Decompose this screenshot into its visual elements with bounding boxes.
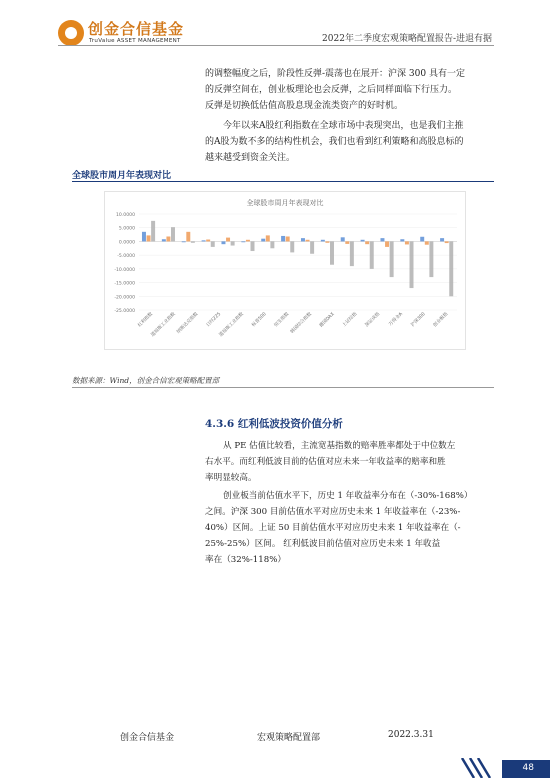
- text-line: 率明显较高。: [205, 473, 257, 483]
- x-tick-label: 万得全A: [388, 311, 404, 328]
- y-tick-label: 5.0000: [118, 226, 135, 232]
- chart-bar: [246, 240, 250, 242]
- figure-title: 全球股市周月年表现对比: [72, 171, 172, 181]
- chart-bar: [449, 241, 453, 296]
- x-tick-label: 恒生指数: [273, 311, 291, 329]
- text-line: 的反弹空间在，创业板理论也会反弹，之后同样面临下行压力。: [205, 85, 458, 95]
- chart-bar: [306, 240, 310, 242]
- x-tick-label: 道琼斯工业指数: [218, 311, 245, 339]
- x-tick-label: 红利指数: [137, 311, 155, 329]
- decorative-slashes-icon: [440, 758, 510, 778]
- chart-bar: [286, 236, 290, 241]
- chart-bar: [325, 241, 329, 242]
- chart-bar: [281, 236, 285, 241]
- y-tick-label: 10.0000: [116, 213, 135, 218]
- y-tick-label: -10.0000: [114, 267, 135, 273]
- chart-bar: [330, 241, 334, 264]
- text-line: 反弹是切换低估值高股息现金流类资产的好时机。: [205, 101, 404, 111]
- x-tick-label: 德国DAX: [318, 311, 336, 329]
- intro-paragraph-1: [205, 66, 495, 114]
- chart-bar: [370, 241, 374, 268]
- text-line: 创业板当前估值水平下，历史 1 年收益率分布在（-30%-168%）: [223, 491, 473, 501]
- chart-bar: [385, 241, 389, 246]
- text-line: 的调整幅度之后，阶段性反弹-震荡也在展开：沪深 300 具有一定: [205, 69, 465, 79]
- chart-bar: [429, 241, 433, 277]
- footer-company: 创金合信基金: [120, 733, 175, 743]
- text-line: 右水平。而红利低波目前的估值对应未来一年收益率的赔率和胜: [205, 457, 446, 467]
- chart-bar: [405, 241, 409, 244]
- section-paragraph-2: [205, 488, 495, 568]
- logo-mark-icon: [58, 20, 84, 46]
- footer-date: 2022.3.31: [388, 730, 434, 740]
- chart-container: [104, 191, 466, 350]
- chart-bar: [241, 241, 245, 242]
- chart-bar: [400, 239, 404, 241]
- chart-bar: [301, 238, 305, 241]
- figure-title-underline: [72, 181, 494, 182]
- x-tick-label: 韩国综合指数: [290, 311, 314, 335]
- y-tick-label: -5.0000: [117, 254, 135, 260]
- chart-bar: [251, 241, 255, 251]
- chart-title: 全球股市周月年表现对比: [246, 199, 324, 207]
- chart-bar: [151, 221, 155, 242]
- chart-bar: [270, 241, 274, 248]
- header-divider: [58, 45, 494, 46]
- text-line: 从 PE 估值比较看，主流宽基指数的赔率胜率都处于中位数左: [223, 441, 456, 451]
- chart-bar: [420, 237, 424, 242]
- section-heading: 4.3.6 红利低波投资价值分析: [205, 418, 343, 430]
- footer-department: 宏观策略配置部: [257, 733, 321, 743]
- chart-bar: [231, 241, 235, 245]
- chart-bar: [310, 241, 314, 253]
- x-tick-label: 日经225: [205, 311, 223, 329]
- chart-bar: [142, 232, 146, 242]
- chart-bar: [206, 240, 210, 242]
- y-tick-label: -20.0000: [114, 295, 135, 301]
- y-tick-label: -25.0000: [114, 309, 135, 314]
- chart-bar: [410, 241, 414, 288]
- figure-source: 数据来源：Wind，创金合信宏观策略配置部: [72, 376, 220, 385]
- report-title: 2022年二季度宏观策略配置报告-进退有据: [322, 34, 492, 44]
- chart-bar: [350, 241, 354, 266]
- chart-bar: [365, 241, 369, 244]
- chart-bar: [445, 241, 449, 243]
- source-divider: [72, 387, 494, 388]
- text-line: 今年以来A股红利指数在全球市场中表现突出，也是我们主推: [223, 121, 464, 131]
- chart-bar: [261, 239, 265, 242]
- section-paragraph-1: [205, 438, 495, 486]
- text-line: 率在（32%-118%）: [205, 555, 286, 565]
- chart-bar: [162, 239, 166, 241]
- text-line: 40%）区间。上证 50 目前估值水平对应历史未来 1 年收益率在（-: [205, 523, 461, 533]
- chart-bar: [290, 241, 294, 252]
- chart-bar: [361, 240, 365, 242]
- x-tick-label: 道琼斯工业指数: [150, 311, 177, 339]
- chart-bar: [345, 241, 349, 243]
- y-tick-label: -15.0000: [114, 281, 135, 287]
- logo-text-cn: 创金合信基金: [88, 20, 185, 38]
- chart-bar: [425, 241, 429, 244]
- chart-bar: [211, 241, 215, 246]
- chart-bar: [380, 238, 384, 241]
- text-line: 25%-25%）区间。 红利低波目前估值对应历史未来 1 年收益: [205, 539, 441, 549]
- x-tick-label: 标普500: [251, 311, 268, 329]
- text-line: 越来越受到资金关注。: [205, 153, 296, 163]
- chart-bar: [186, 232, 190, 242]
- chart-bar: [191, 241, 195, 242]
- intro-paragraph-2: [205, 118, 495, 166]
- chart-bar: [266, 235, 270, 241]
- chart-bar: [202, 240, 206, 241]
- chart-bar: [166, 236, 170, 241]
- chart-bar: [221, 241, 225, 244]
- text-line: 的A股为数不多的结构性机会，我们也看到红利策略和高股息标的: [205, 137, 464, 147]
- x-tick-label: 深证成指: [364, 311, 382, 329]
- chart-bar: [440, 238, 444, 241]
- chart-bar: [390, 241, 394, 277]
- x-tick-label: 沪深300: [410, 311, 427, 329]
- logo-text-en: TruValue ASSET MANAGEMENT: [89, 38, 181, 44]
- chart-bar: [182, 241, 186, 242]
- page-number: 48: [522, 763, 534, 773]
- chart-bar: [341, 237, 345, 241]
- bar-chart: [105, 192, 465, 349]
- x-tick-label: 创业板指: [432, 311, 450, 329]
- chart-bar: [147, 235, 151, 241]
- text-line: 之间。沪深 300 目前估值水平对应历史未来 1 年收益率在（-23%-: [205, 507, 461, 517]
- chart-bar: [226, 238, 230, 242]
- x-tick-label: 纳斯达克指数: [176, 311, 200, 335]
- chart-bar: [321, 240, 325, 242]
- chart-bar: [171, 227, 175, 241]
- x-tick-label: 上证综指: [341, 311, 359, 329]
- y-tick-label: 0.0000: [118, 240, 135, 246]
